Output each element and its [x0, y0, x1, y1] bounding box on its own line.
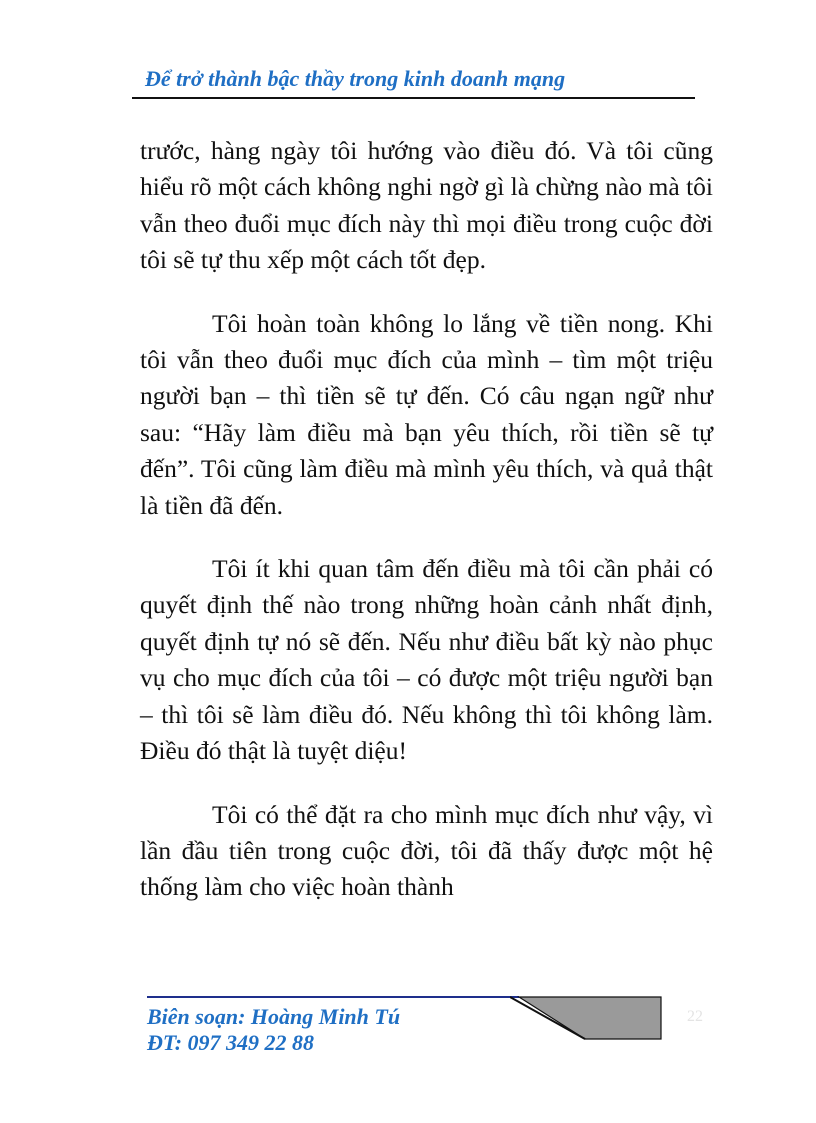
- paragraph-3: Tôi ít khi quan tâm đến điều mà tôi cần phải có quyết định thế nào trong những hoàn cảnh nhất định, quyết định tự nó sẽ đến. Nếu như điều bất kỳ nào phục vụ cho mục đích của tôi – có được một triệu người bạn – thì tôi sẽ làm điều đó. Nếu không thì tôi không làm. Điều đó thật là tuyệt diệu!: [140, 554, 713, 766]
- page-body: [140, 133, 713, 933]
- paragraph-1: trước, hàng ngày tôi hướng vào điều đó. Và tôi cũng hiểu rõ một cách không nghi ngờ gì là chừng nào mà tôi vẫn theo đuổi mục đích này thì mọi điều trong cuộc đời tôi sẽ tự thu xếp một cách tốt đẹp.: [140, 136, 713, 275]
- header-rule: [132, 97, 695, 99]
- footer-rule: [147, 996, 519, 998]
- paragraph-2: Tôi hoàn toàn không lo lắng về tiền nong. Khi tôi vẫn theo đuổi mục đích của mình – tìm một triệu người bạn – thì tiền sẽ tự đến. Có câu ngạn ngữ như sau: “Hãy làm điều mà bạn yêu thích, rồi tiền sẽ tự đến”. Tôi cũng làm điều mà mình yêu thích, và quả thật là tiền đã đến.: [140, 308, 713, 520]
- footer-wedge-shape: [519, 997, 661, 1039]
- footer-author: Biên soạn: Hoàng Minh Tú: [147, 1004, 401, 1029]
- page-number: 22: [687, 1008, 703, 1025]
- footer-decoration: [510, 994, 665, 1042]
- paragraph-4: Tôi có thể đặt ra cho mình mục đích như vậy, vì lần đầu tiên trong cuộc đời, tôi đã thấy được một hệ thống làm cho việc hoàn thành: [140, 799, 713, 902]
- header-title: Để trở thành bậc thầy trong kinh doanh mạng: [145, 66, 566, 91]
- footer-phone: ĐT: 097 349 22 88: [147, 1030, 315, 1055]
